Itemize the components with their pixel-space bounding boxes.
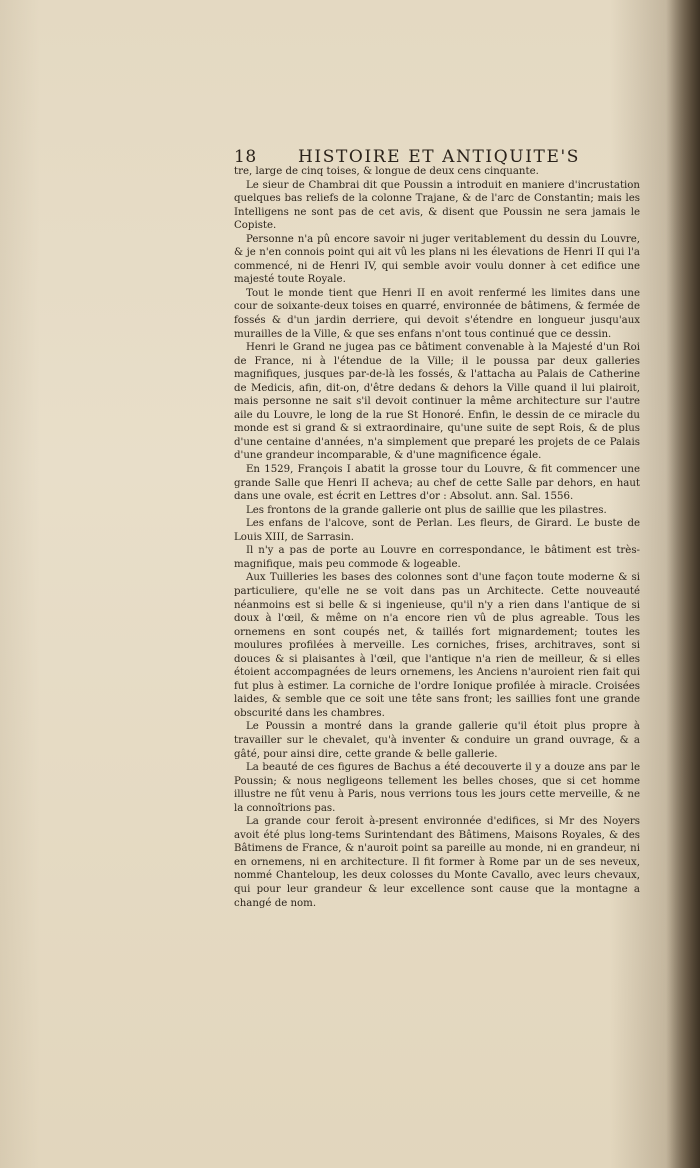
body-text — [234, 165, 640, 910]
running-title: HISTOIRE ET ANTIQUITE'S — [298, 147, 580, 167]
paragraph: tre, large de cinq toises, & longue de deux cens cinquante. — [234, 166, 539, 177]
page-gutter-shadow — [666, 0, 700, 1168]
paragraph: Personne n'a pû encore savoir ni juger veritablement du dessin du Louvre, & je n'en connois point qui ait vû les plans ni les élevations de Henri II qui l'a commencé, ni de Henri IV, qui semble avoir voulu donner à cet edifice une majesté toute Royale. — [234, 233, 640, 286]
paragraph: Le sieur de Chambrai dit que Poussin a introduit en maniere d'incrustation quelques bas reliefs de la colonne Trajane, & de l'arc de Constantin; mais les Intelligens ne sont pas de cet avis, & disent que Poussin ne sera jamais le Copiste. — [234, 179, 640, 232]
paragraph: Le Poussin a montré dans la grande gallerie qu'il étoit plus propre à travailler sur le chevalet, qu'à inventer & conduire un grand ouvrage, & a gâté, pour ainsi dire, cette grande & belle gallerie. — [234, 721, 640, 760]
page-number: 18 — [234, 147, 257, 167]
paragraph: La beauté de ces figures de Bachus a été decouverte il y a douze ans par le Poussin; & nous negligeons tellement les belles choses, que si cet homme illustre ne fût venu à Paris, nous verrions tous les jours cette merveille, & ne la connoîtrions pas. — [234, 762, 640, 814]
paragraph: Aux Tuilleries les bases des colonnes sont d'une façon toute moderne & si particuliere, qu'elle ne se voit dans pas un Architecte. Cette nouveauté néanmoins est si belle & si ingenieuse, qu'il n'y a rien dans l'antique de si doux à l'œil, & même on n'a encore rien vû de plus agreable. Tous les ornemens en sont coupés net, & taillés fort mignardement; toutes les moulures profilées à merveille. Les corniches, frises, architraves, sont si douces & si plaisantes à l'œil, que l'antique n'a rien de meilleur, & si elles étoient accompagnées de leurs ornemens, les Anciens n'auroient rien fait qui fut plus à estimer. La corniche de l'ordre Ionique profilée à miracle. Croisées laides, & semble que ce soit une tête sans front; les saillies font une grande obscurité dans les chambres. — [234, 572, 640, 719]
paragraph: En 1529, François I abatit la grosse tour du Louvre, & fit commencer une grande Salle que Henri II acheva; au chef de cette Salle par dehors, en haut dans une ovale, est écrit en Lettres d'or : Absolut. ann. Sal. 1556. — [234, 464, 640, 503]
paragraph: Les enfans de l'alcove, sont de Perlan. Les fleurs, de Girard. Le buste de Louis XIII, de Sarrasin. — [234, 518, 640, 543]
paragraph: Henri le Grand ne jugea pas ce bâtiment convenable à la Majesté d'un Roi de France, ni à l'étendue de la Ville; il le poussa par deux galleries magnifiques, jusques par-de-là les fossés, & l'attacha au Palais de Catherine de Medicis, afin, dit-on, d'être dedans & dehors la Ville quand il lui plairoit, mais personne ne sait s'il devoit continuer la même architecture sur l'autre aile du Louvre, le long de la rue St Honoré. Enfin, le dessin de ce miracle du monde est si grand & si extraordinaire, qu'une suite de sept Rois, & de plus d'une centaine d'années, n'a simplement que preparé les projets de ce Palais d'une grandeur incomparable, & d'une magnificence égale. — [234, 342, 640, 462]
paragraph: Tout le monde tient que Henri II en avoit renfermé les limites dans une cour de soixante-deux toises en quarré, environnée de bâtimens, & fermée de fossés & d'un jardin derriere, qui devoit s'étendre en longueur jusqu'aux murailles de la Ville, & que ses enfans n'ont tous continué que ce dessin. — [234, 287, 640, 340]
paragraph: Il n'y a pas de porte au Louvre en correspondance, le bâtiment est très-magnifique, mais peu commode & logeable. — [234, 545, 640, 570]
paragraph: Les frontons de la grande gallerie ont plus de saillie que les pilastres. — [246, 504, 607, 516]
paragraph: La grande cour feroit à-present environnée d'edifices, si Mr des Noyers avoit été plus long-tems Surintendant des Bâtimens, Maisons Royales, & des Bâtimens de France, & n'auroit point sa pareille au monde, ni en grandeur, ni en ornemens, ni en architecture. Il fit former à Rome par un de ses neveux, nommé Chanteloup, les deux colosses du Monte Cavallo, avec leurs chevaux, qui pour leur grandeur & leur excellence sont cause que la montagne a changé de nom. — [234, 816, 640, 909]
